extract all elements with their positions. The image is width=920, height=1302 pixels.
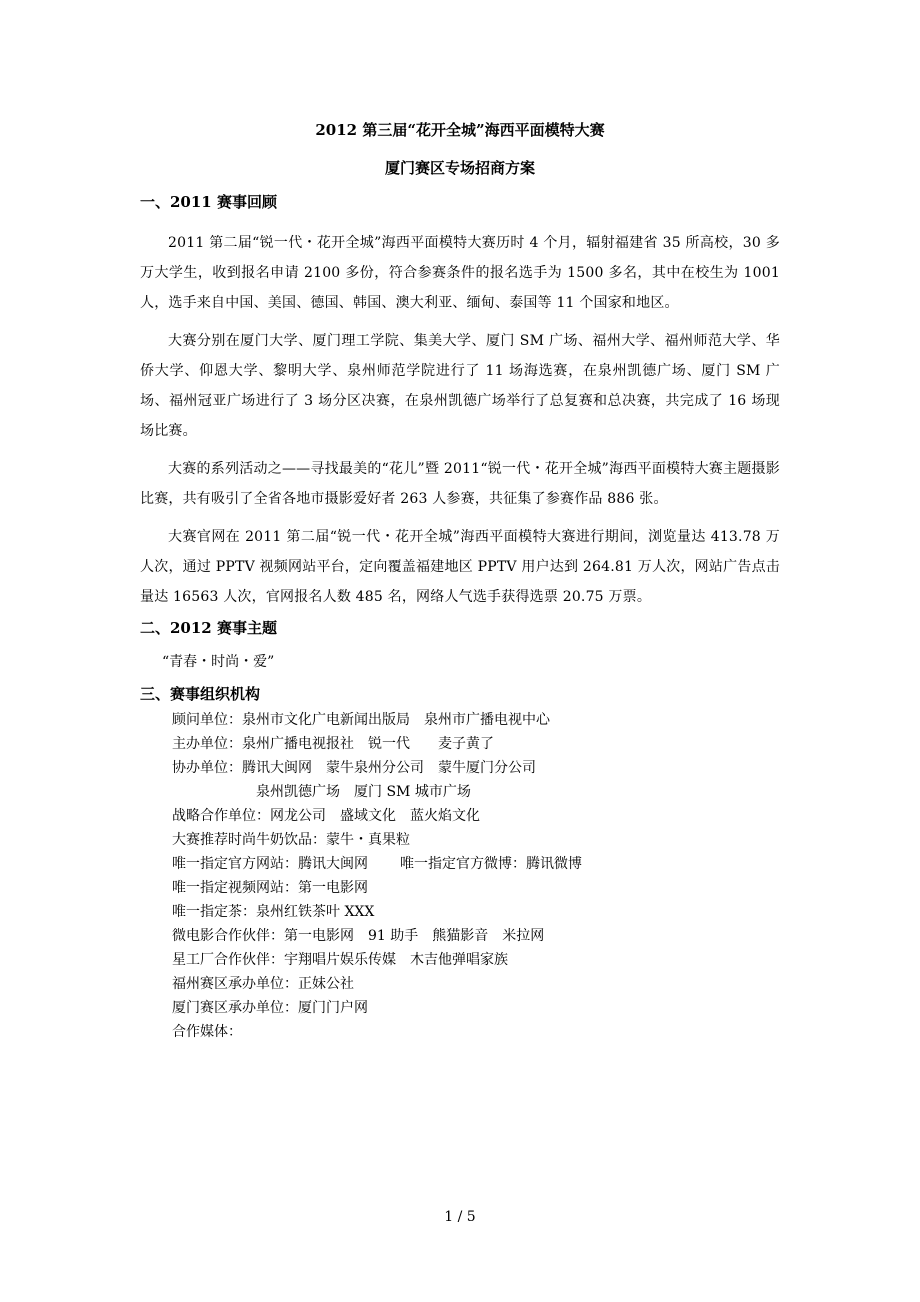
paragraph-review-photo-contest: 大赛的系列活动之——寻找最美的“花儿”暨 2011“锐一代・花开全城”海西平面模特大赛主题摄影比赛，共有吸引了全省各地市摄影爱好者 263 人参赛，共征集了参赛作品 886 张。: [140, 461, 780, 507]
org-host-row: [172, 732, 780, 756]
org-value: 蒙牛・真果粒: [326, 832, 410, 848]
org-value: 泉州市文化广电新闻出版局: [242, 712, 410, 728]
org-fuzhou-row: [172, 972, 780, 996]
org-value: 蒙牛泉州分公司: [326, 760, 424, 776]
document-body: [140, 192, 780, 1044]
org-value: 米拉网: [502, 928, 545, 944]
org-label: 福州赛区承办单位：: [172, 976, 298, 992]
org-label: 唯一指定官方微博：: [400, 856, 526, 872]
org-value: 盛域文化: [340, 808, 396, 824]
theme-slogan: “青春・时尚・爱”: [162, 654, 275, 670]
org-value: 泉州红铁茶叶 XXX: [256, 904, 375, 920]
org-value: 木吉他弹唱家族: [410, 952, 508, 968]
org-label: 微电影合作伙伴：: [172, 928, 284, 944]
org-value: 正妹公社: [298, 976, 354, 992]
org-value: 第一电影网: [298, 880, 368, 896]
document-title: 2012 第三届“花开全城”海西平面模特大赛: [315, 121, 605, 139]
org-label: 合作媒体：: [172, 1024, 242, 1040]
org-label: 协办单位：: [172, 760, 242, 776]
org-value: 腾讯微博: [526, 856, 582, 872]
section-heading-review: 一、2011 赛事回顾: [140, 193, 277, 211]
org-value: 麦子黄了: [438, 736, 494, 752]
org-label: 唯一指定官方网站：: [172, 856, 298, 872]
org-value: 蒙牛厦门分公司: [438, 760, 536, 776]
section-heading-theme: 二、2012 赛事主题: [140, 619, 277, 637]
org-value: 泉州市广播电视中心: [424, 712, 550, 728]
organization-list: [172, 708, 780, 1044]
org-label: 星工厂合作伙伴：: [172, 952, 284, 968]
org-value: 厦门门户网: [298, 1000, 368, 1016]
org-value: 第一电影网: [284, 928, 354, 944]
org-star-factory-row: [172, 948, 780, 972]
document-subtitle: 厦门赛区专场招商方案: [384, 159, 535, 177]
org-consultant-row: [172, 708, 780, 732]
section-heading-organization: 三、赛事组织机构: [140, 685, 261, 703]
org-value: 泉州凯德广场: [256, 784, 340, 800]
org-label: 大赛推荐时尚牛奶饮品：: [172, 832, 326, 848]
org-value: 蓝火焰文化: [410, 808, 480, 824]
org-tea-row: [172, 900, 780, 924]
org-value: 熊猫影音: [432, 928, 489, 944]
paragraph-review-website: 大赛官网在 2011 第二届“锐一代・花开全城”海西平面模特大赛进行期间，浏览量达 413.78 万人次，通过 PPTV 视频网站平台，定向覆盖福建地区 PPTV 用户达到 264.81 万人次，网站广告点击量达 16563 人次，官网报名人数 485 名，网络人气选手获得选票 20.75 万票。: [140, 529, 780, 605]
org-value: 厦门 SM 城市广场: [354, 784, 471, 800]
page-number: 1 / 5: [444, 1209, 476, 1225]
org-website-row: [172, 852, 780, 876]
org-video-row: [172, 876, 780, 900]
org-value: 腾讯大闽网: [242, 760, 312, 776]
org-label: 厦门赛区承办单位：: [172, 1000, 298, 1016]
org-label: 唯一指定视频网站：: [172, 880, 298, 896]
org-value: 锐一代: [368, 736, 410, 752]
org-drink-row: [172, 828, 780, 852]
paragraph-review-venues: 大赛分别在厦门大学、厦门理工学院、集美大学、厦门 SM 广场、福州大学、福州师范大学、华侨大学、仰恩大学、黎明大学、泉州师范学院进行了 11 场海选赛，在泉州凯德广场、厦门 SM 广场、福州冠亚广场进行了 3 场分区决赛，在泉州凯德广场举行了总复赛和总决赛，共完成了 16 场现场比赛。: [140, 333, 780, 439]
org-microfilm-row: [172, 924, 780, 948]
org-label: 唯一指定茶：: [172, 904, 256, 920]
org-value: 宇翔唱片娱乐传媒: [284, 952, 396, 968]
org-label: 顾问单位：: [172, 712, 242, 728]
org-label: 战略合作单位：: [172, 808, 270, 824]
org-co-row: [172, 756, 780, 780]
org-value: 泉州广播电视报社: [242, 736, 354, 752]
org-strategic-row: [172, 804, 780, 828]
org-co-row-continued: [172, 780, 780, 804]
org-label: 主办单位：: [172, 736, 242, 752]
paragraph-review-overview: 2011 第二届“锐一代・花开全城”海西平面模特大赛历时 4 个月，辐射福建省 35 所高校，30 多万大学生，收到报名申请 2100 多份，符合参赛条件的报名选手为 1500 多名，其中在校生为 1001 人，选手来自中国、美国、德国、韩国、澳大利亚、缅甸、泰国等 11 个国家和地区。: [140, 235, 780, 311]
org-media-row: [172, 1020, 780, 1044]
org-xiamen-row: [172, 996, 780, 1020]
org-value: 腾讯大闽网: [298, 856, 368, 872]
org-value: 91 助手: [368, 928, 419, 944]
org-value: 网龙公司: [270, 808, 326, 824]
